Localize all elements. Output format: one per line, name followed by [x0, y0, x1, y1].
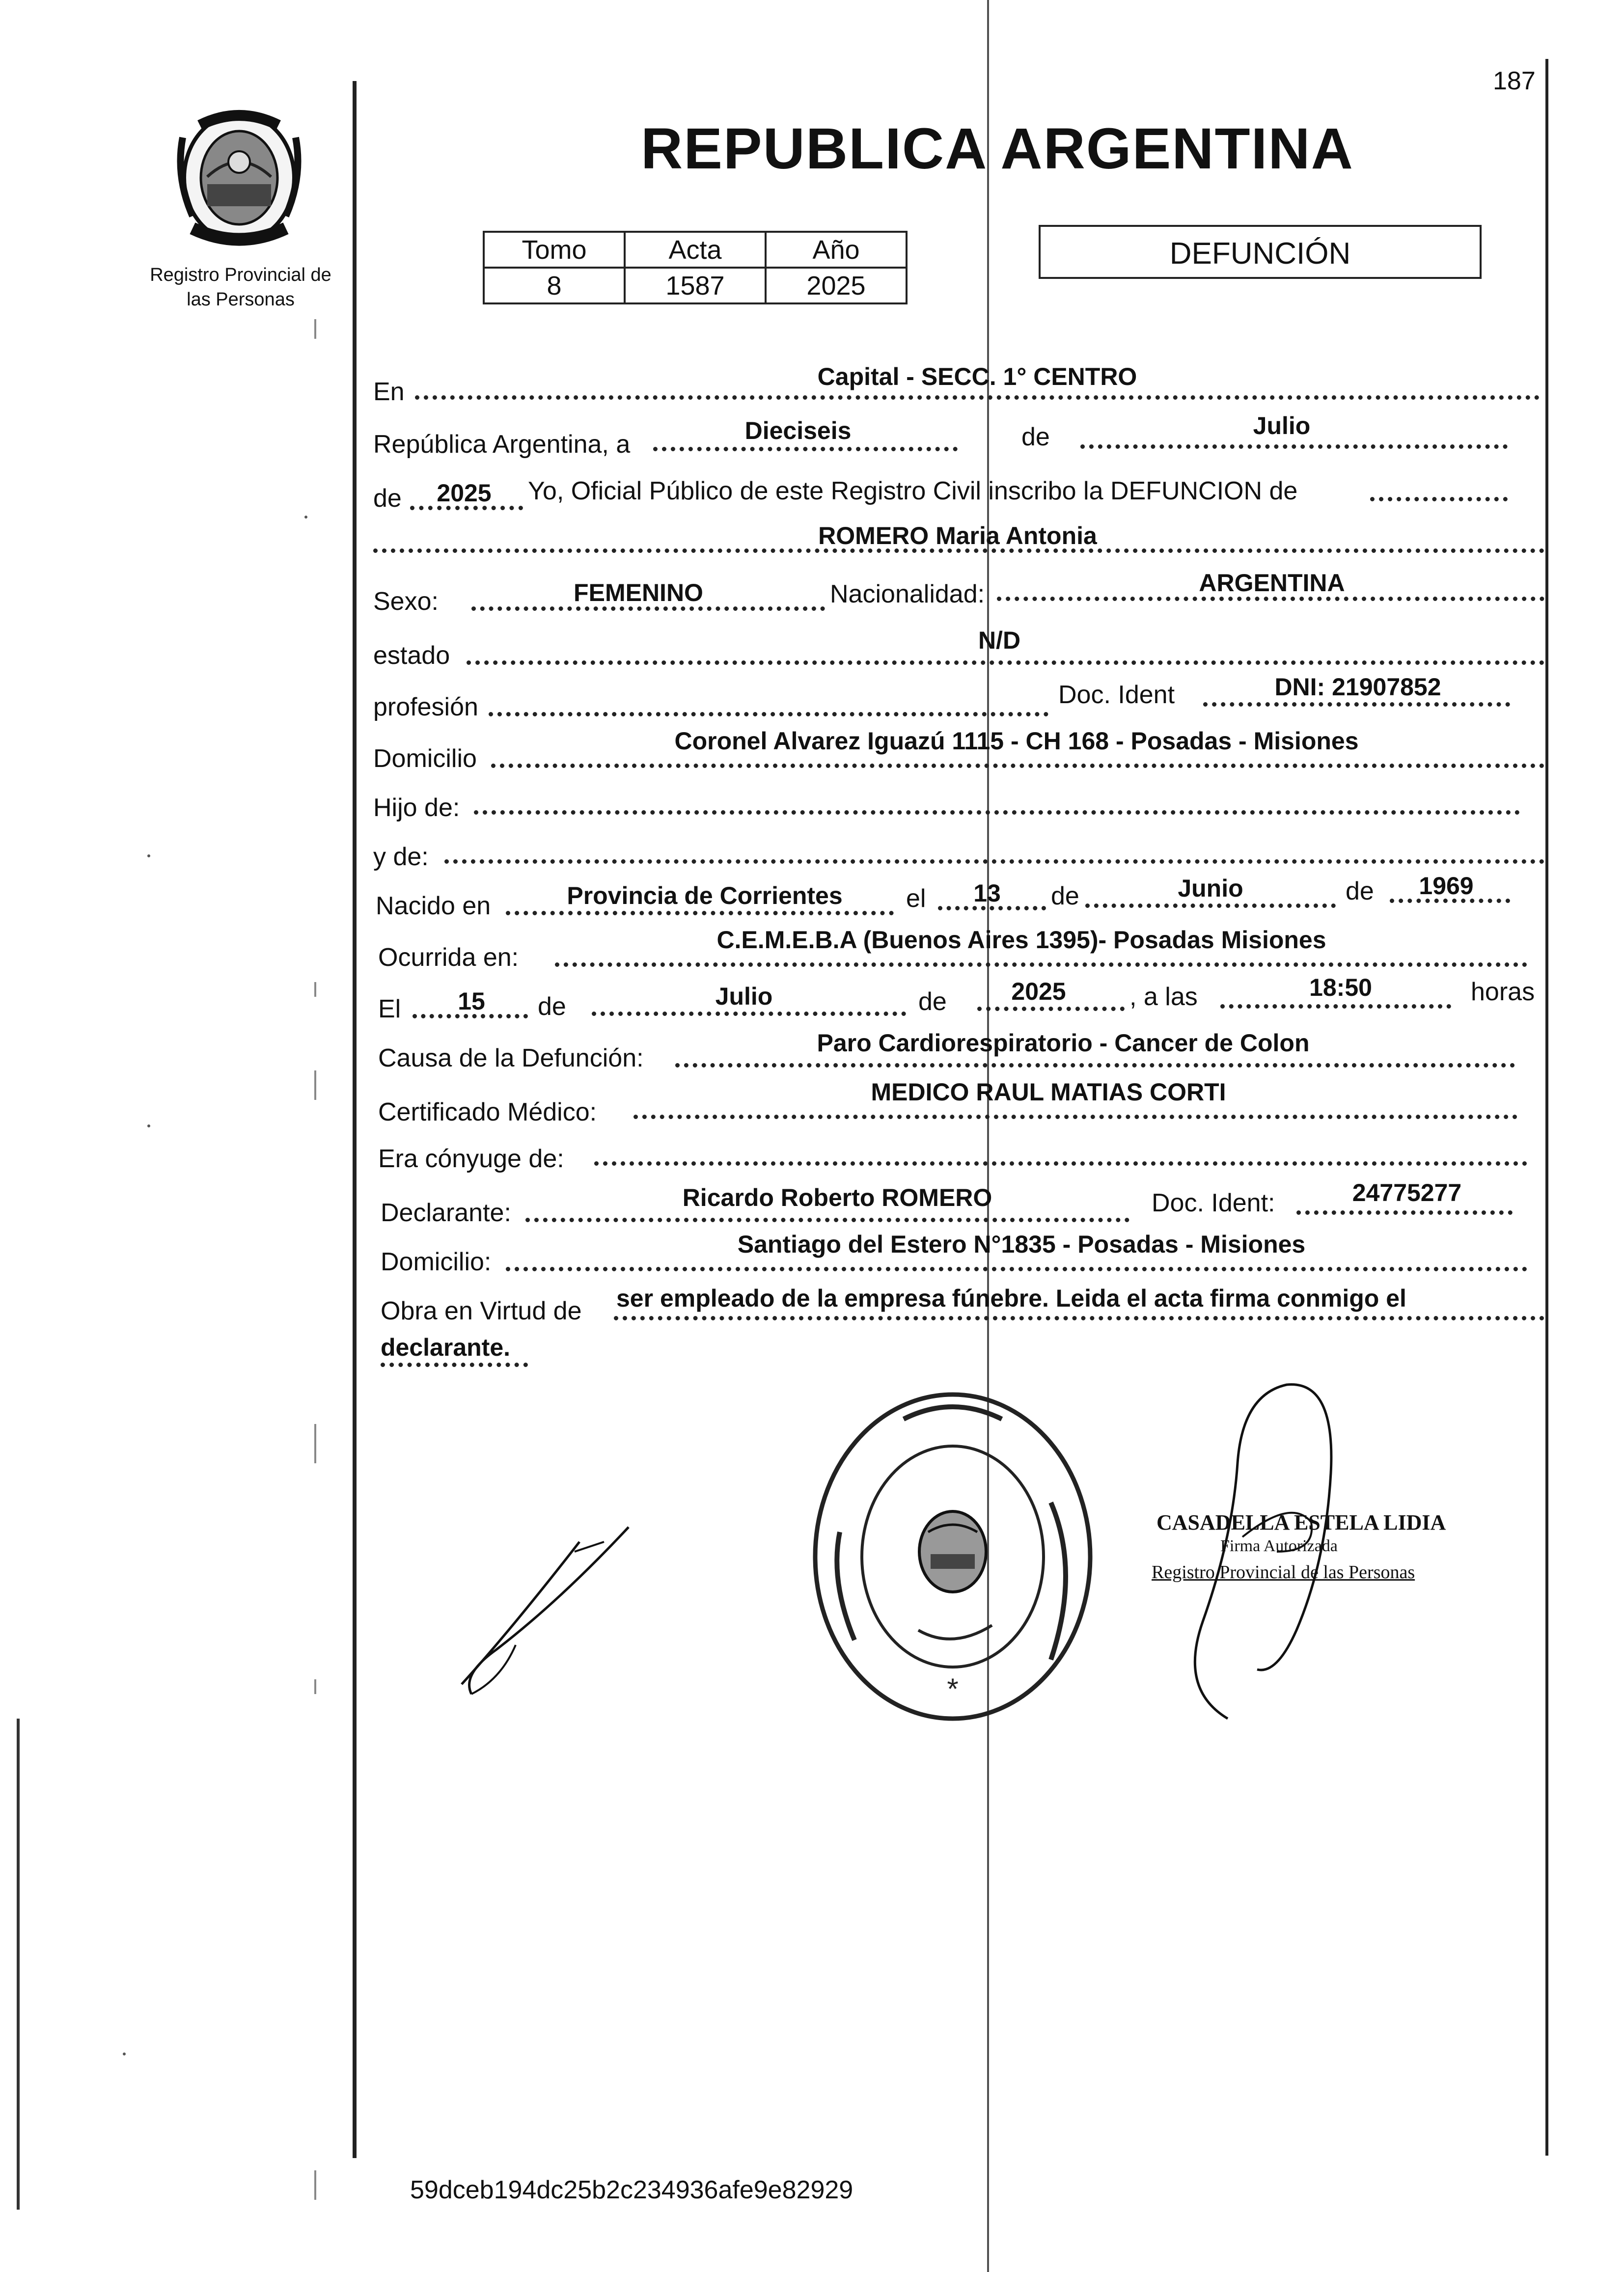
- label-domicilio: Domicilio: [373, 744, 477, 773]
- value-nacido-en: Provincia de Corrientes: [567, 882, 843, 909]
- label-ocurrida-en: Ocurrida en:: [378, 943, 519, 972]
- fill-line: [474, 810, 1520, 815]
- fill-line: [415, 395, 1540, 400]
- stamp-officer-org: Registro Provincial de las Personas: [1152, 1562, 1415, 1583]
- label-certificado: Certificado Médico:: [378, 1098, 597, 1126]
- fill-line: [1085, 903, 1336, 908]
- document-hash: 59dceb194dc25b2c234936afe9e82929: [410, 2176, 853, 2204]
- label-nacido-en: Nacido en: [376, 892, 491, 920]
- label-declarante: Declarante:: [381, 1199, 511, 1227]
- page-number: 187: [1493, 67, 1536, 95]
- fill-line: [633, 1115, 1517, 1119]
- label-domicilio2: Domicilio:: [381, 1248, 492, 1276]
- label-el: el: [906, 884, 926, 913]
- label-de: de: [918, 987, 947, 1016]
- label-sexo: Sexo:: [373, 587, 439, 616]
- fill-line: [506, 911, 894, 915]
- label-y-de: y de:: [373, 843, 429, 871]
- table-cell-tomo: 8: [484, 268, 625, 303]
- registry-seal-icon: [805, 1385, 1100, 1728]
- value-obra-line2: declarante.: [381, 1334, 511, 1361]
- fill-line: [977, 1007, 1125, 1011]
- value-declarante-domicilio: Santiago del Estero N°1835 - Posadas - Misiones: [737, 1231, 1306, 1258]
- margin-mark: [314, 1070, 316, 1100]
- label-nacionalidad: Nacionalidad:: [830, 580, 985, 608]
- label-hijo-de: Hijo de:: [373, 794, 460, 822]
- value-ocurrida-en: C.E.M.E.B.A (Buenos Aires 1395)- Posadas Misiones: [716, 926, 1326, 954]
- fill-line: [525, 1218, 1129, 1222]
- fill-line: [653, 447, 958, 451]
- label-el-cap: El: [378, 995, 401, 1023]
- stamp-officer-name: CASADELLA ESTELA LIDIA: [1156, 1510, 1446, 1534]
- label-en: En: [373, 378, 405, 406]
- value-certificado: MEDICO RAUL MATIAS CORTI: [871, 1078, 1226, 1106]
- fill-line: [467, 660, 1544, 665]
- margin-mark: [314, 2170, 316, 2200]
- fill-line: [506, 1267, 1527, 1271]
- fill-line: [1080, 444, 1508, 449]
- registry-label: [138, 263, 344, 312]
- fill-line: [471, 606, 825, 611]
- value-anio: 2025: [437, 479, 492, 507]
- registry-label-line1: Registro Provincial de: [150, 265, 331, 285]
- value-estado: N/D: [978, 627, 1021, 654]
- scan-edge-bar: [17, 1719, 20, 2210]
- record-id-table: [483, 231, 908, 304]
- fill-line: [555, 962, 1527, 967]
- value-nacionalidad: ARGENTINA: [1199, 569, 1345, 597]
- right-margin-rule: [1545, 59, 1548, 2156]
- value-def-anio: 2025: [1011, 978, 1066, 1005]
- label-doc-ident: Doc. Ident: [1058, 681, 1175, 709]
- label-obra: Obra en Virtud de: [381, 1297, 582, 1325]
- fill-line: [592, 1012, 906, 1016]
- table-cell-anio: 2025: [766, 268, 907, 303]
- table-header-anio: Año: [766, 232, 907, 268]
- label-doc-ident2: Doc. Ident:: [1152, 1189, 1275, 1217]
- value-declarante-doc: 24775277: [1352, 1179, 1462, 1206]
- scan-speck: [147, 1124, 150, 1127]
- fill-line: [1203, 702, 1510, 707]
- fill-line: [614, 1316, 1544, 1320]
- label-yo-oficial: Yo, Oficial Público de este Registro Civil inscribo la DEFUNCION de: [528, 477, 1298, 505]
- label-republica: República Argentina, a: [373, 430, 631, 459]
- fill-line: [1296, 1210, 1513, 1215]
- label-a-las: , a las: [1129, 983, 1198, 1011]
- margin-mark: [314, 1679, 316, 1694]
- margin-mark: [314, 1424, 316, 1463]
- value-nombre: ROMERO Maria Antonia: [818, 522, 1097, 549]
- declarant-signature: [452, 1517, 648, 1704]
- table-header-acta: Acta: [625, 232, 766, 268]
- value-causa: Paro Cardiorespiratorio - Cancer de Colon: [817, 1029, 1310, 1057]
- value-def-hora: 18:50: [1309, 974, 1372, 1001]
- document-title: REPUBLICA ARGENTINA: [641, 116, 1354, 181]
- value-nac-dia: 13: [973, 879, 1001, 907]
- value-nac-mes: Junio: [1178, 875, 1243, 902]
- provincial-crest-icon: [173, 103, 305, 253]
- label-profesion: profesión: [373, 693, 478, 721]
- value-mes: Julio: [1253, 412, 1311, 439]
- value-lugar: Capital - SECC. 1° CENTRO: [817, 363, 1137, 390]
- value-dni: DNI: 21907852: [1274, 673, 1441, 701]
- value-dia: Dieciseis: [744, 417, 852, 444]
- table-cell-acta: 1587: [625, 268, 766, 303]
- table-header-tomo: Tomo: [484, 232, 625, 268]
- label-causa: Causa de la Defunción:: [378, 1044, 644, 1072]
- value-def-mes: Julio: [715, 983, 773, 1010]
- stamp-officer-role: Firma Autorizada: [1220, 1537, 1338, 1555]
- label-de: de: [538, 992, 566, 1021]
- registry-label-line2: las Personas: [187, 289, 295, 310]
- label-de: de: [1346, 877, 1374, 905]
- fill-line: [675, 1063, 1515, 1068]
- fill-line: [381, 1363, 528, 1367]
- left-margin-rule: [353, 81, 357, 2158]
- scan-speck: [304, 516, 307, 519]
- fill-line: [491, 764, 1544, 768]
- label-de: de: [1021, 423, 1050, 451]
- margin-mark: [314, 319, 316, 339]
- label-conyuge: Era cónyuge de:: [378, 1145, 564, 1173]
- margin-mark: [314, 982, 316, 997]
- record-type-box: DEFUNCIÓN: [1039, 225, 1482, 279]
- scan-speck: [147, 854, 150, 857]
- value-sexo: FEMENINO: [574, 579, 703, 606]
- label-estado: estado: [373, 641, 450, 670]
- value-nac-anio: 1969: [1419, 872, 1474, 900]
- label-horas: horas: [1471, 978, 1535, 1006]
- fill-line: [594, 1161, 1527, 1166]
- fill-line: [997, 597, 1544, 601]
- label-de: de: [373, 484, 402, 513]
- value-def-dia: 15: [458, 987, 485, 1015]
- fill-line: [489, 712, 1048, 716]
- fill-line: [444, 859, 1544, 864]
- fill-line: [1370, 497, 1508, 501]
- officer-signature: [1169, 1375, 1346, 1738]
- value-declarante: Ricardo Roberto ROMERO: [682, 1184, 992, 1211]
- fill-line: [1220, 1004, 1451, 1009]
- label-de: de: [1051, 882, 1079, 910]
- scan-speck: [123, 2053, 126, 2055]
- value-domicilio: Coronel Alvarez Iguazú 1115 - CH 168 - Posadas - Misiones: [674, 727, 1359, 755]
- svg-text:*: *: [947, 1672, 959, 1705]
- value-obra-line1: ser empleado de la empresa fúnebre. Leida el acta firma conmigo el: [616, 1285, 1406, 1312]
- scan-fold-line: [987, 0, 989, 2272]
